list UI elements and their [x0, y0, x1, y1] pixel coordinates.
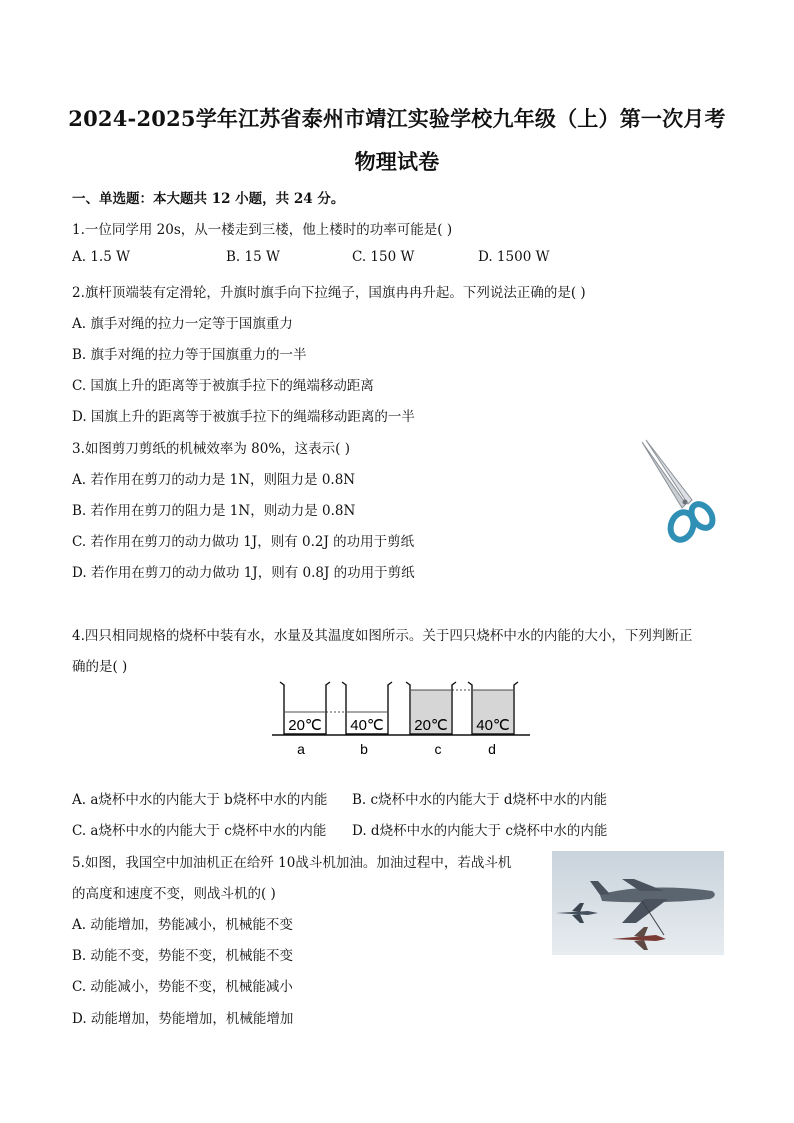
q5-option-d: D. 动能增加，势能增加，机械能增加 [72, 1011, 294, 1027]
q4-option-a: A. a烧杯中水的内能大于 b烧杯中水的内能 [72, 792, 328, 808]
q2-option-b: B. 旗手对绳的拉力等于国旗重力的一半 [72, 347, 307, 363]
q5-option-b: B. 动能不变，势能不变，机械能不变 [72, 948, 294, 964]
beaker-d-label: d [488, 741, 496, 757]
q5-option-c: C. 动能减小，势能不变，机械能减小 [72, 979, 293, 995]
exam-subtitle: 物理试卷 [354, 149, 440, 174]
q5-stem-line1: 5.如图，我国空中加油机正在给歼 10战斗机加油。加油过程中，若战斗机 [72, 855, 512, 871]
scissors-figure [636, 438, 720, 546]
beaker-a-temp: 20℃ [288, 717, 322, 734]
beaker-b-temp: 40℃ [350, 717, 384, 734]
q2-option-d: D. 国旗上升的距离等于被旗手拉下的绳端移动距离的一半 [72, 409, 415, 425]
beaker-b-label: b [360, 741, 368, 757]
beaker-c-label: c [434, 741, 442, 757]
q4-option-c: C. a烧杯中水的内能大于 c烧杯中水的内能 [72, 823, 327, 839]
exam-title: 2024-2025学年江苏省泰州市靖江实验学校九年级（上）第一次月考 [68, 106, 726, 131]
scissors-icon [642, 440, 717, 543]
q2-option-c: C. 国旗上升的距离等于被旗手拉下的绳端移动距离 [72, 378, 374, 394]
q1-option-c: C. 150 W [352, 249, 415, 265]
q3-stem: 3.如图剪刀剪纸的机械效率为 80%，这表示( ) [72, 441, 351, 457]
q1-stem: 1.一位同学用 20s，从一楼走到三楼，他上楼时的功率可能是( ) [72, 222, 453, 238]
q1-option-a: A. 1.5 W [72, 249, 130, 265]
q5-stem-line2: 的高度和速度不变，则战斗机的( ) [72, 886, 276, 902]
q5-option-a: A. 动能增加，势能减小，机械能不变 [72, 917, 293, 933]
q1-option-d: D. 1500 W [478, 249, 550, 265]
q3-option-c: C. 若作用在剪刀的动力做功 1J，则有 0.2J 的功用于剪纸 [72, 534, 415, 550]
q3-option-d: D. 若作用在剪刀的动力做功 1J，则有 0.8J 的功用于剪纸 [72, 565, 415, 581]
q4-option-d: D. d烧杯中水的内能大于 c烧杯中水的内能 [352, 823, 608, 839]
q4-stem-line2: 确的是( ) [72, 659, 128, 675]
section-heading: 一、单选题：本大题共 12 小题，共 24 分。 [72, 191, 345, 207]
q3-option-a: A. 若作用在剪刀的动力是 1N，则阻力是 0.8N [72, 472, 356, 488]
q4-stem-line1: 4.四只相同规格的烧杯中装有水，水量及其温度如图所示。关于四只烧杯中水的内能的大小，下列判断正 [72, 628, 693, 644]
q2-option-a: A. 旗手对绳的拉力一定等于国旗重力 [72, 316, 293, 332]
q4-option-b: B. c烧杯中水的内能大于 d烧杯中水的内能 [352, 792, 607, 808]
beaker-c-temp: 20℃ [414, 717, 448, 734]
beaker-a-label: a [297, 741, 305, 757]
q2-stem: 2.旗杆顶端装有定滑轮，升旗时旗手向下拉绳子，国旗冉冉升起。下列说法正确的是( ) [72, 285, 586, 301]
beaker-d-temp: 40℃ [476, 717, 510, 734]
beakers-figure [270, 676, 532, 760]
q1-option-b: B. 15 W [226, 249, 280, 265]
q3-option-b: B. 若作用在剪刀的阻力是 1N，则动力是 0.8N [72, 503, 356, 519]
refueling-photo [552, 851, 724, 955]
